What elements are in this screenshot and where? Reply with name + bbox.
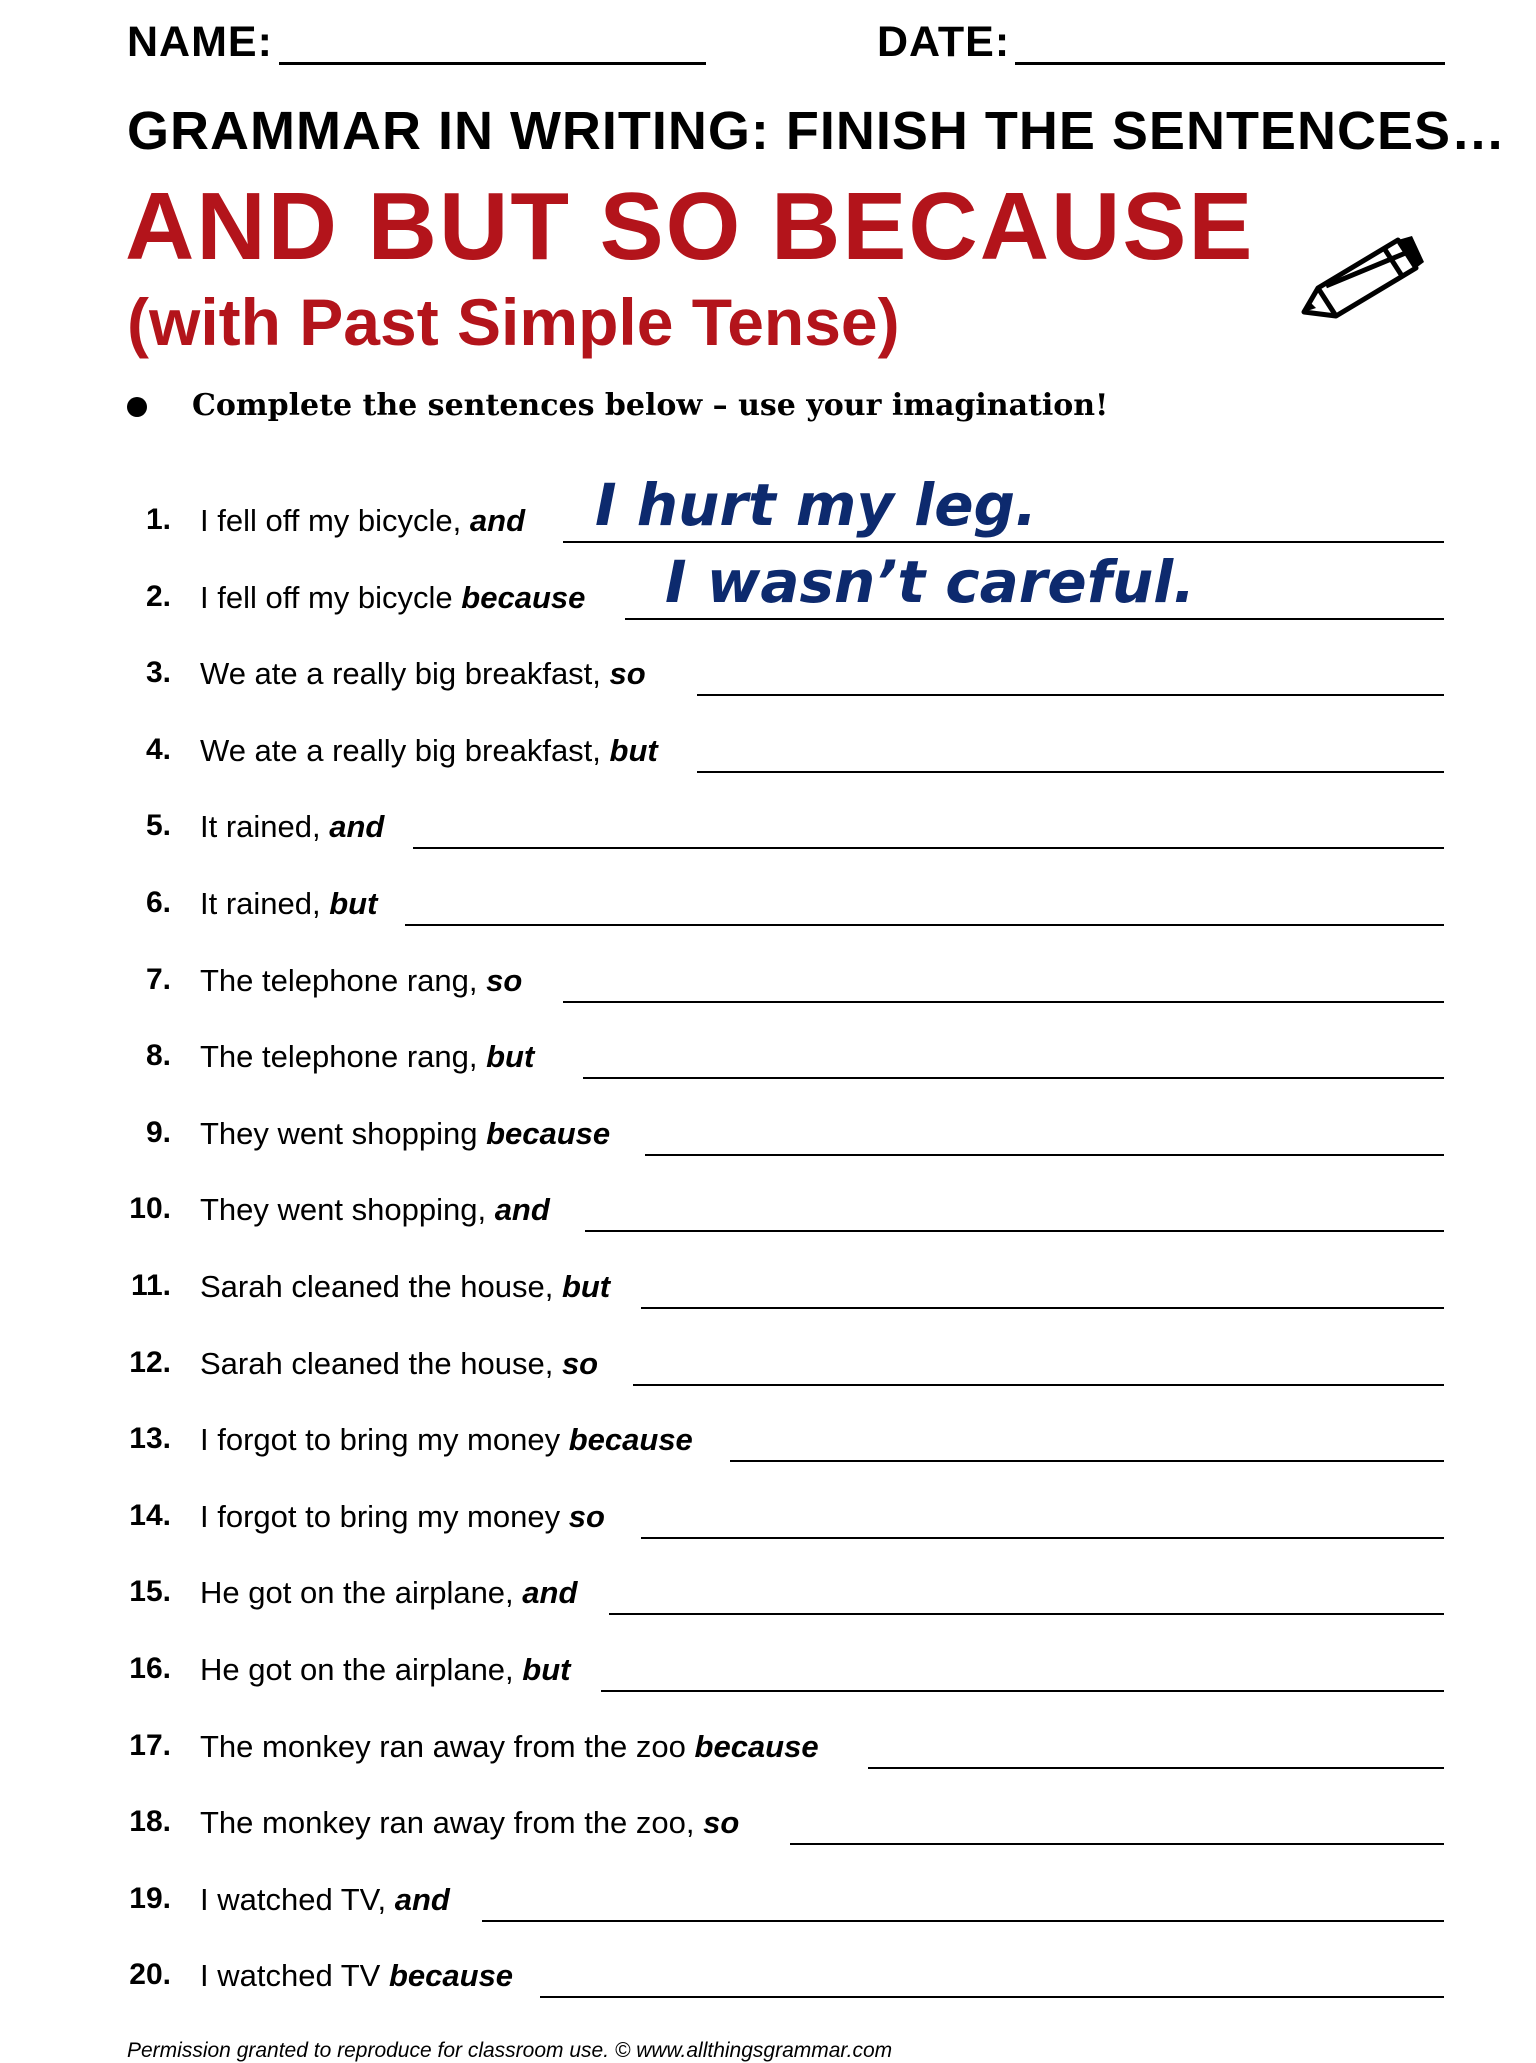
sentence-stem: [200, 1805, 739, 1841]
conjunction: so: [609, 656, 646, 692]
sentence-text: I forgot to bring my money: [200, 1498, 569, 1534]
sentence-text: Sarah cleaned the house,: [200, 1345, 562, 1381]
sentence-stem: [200, 1958, 513, 1994]
conjunction: but: [561, 1269, 611, 1304]
answer-blank[interactable]: [585, 1230, 1444, 1232]
answer-blank[interactable]: [790, 1843, 1444, 1845]
sentence-stem: [200, 1575, 577, 1611]
answer-blank[interactable]: [609, 1613, 1444, 1615]
sentence-text: They went shopping: [200, 1115, 487, 1151]
sentence-stem: [200, 580, 585, 616]
answer-blank[interactable]: [563, 541, 1444, 543]
item-number: 5.: [145, 809, 171, 843]
item-number: 17.: [129, 1728, 171, 1762]
bullet-icon: [127, 397, 147, 417]
item-number: 16.: [129, 1652, 171, 1685]
item-number: 13.: [129, 1422, 171, 1456]
sentence-text: He got on the airplane,: [200, 1575, 523, 1611]
conjunction: and: [494, 1192, 550, 1228]
conjunction: but: [486, 1039, 535, 1075]
sentence-item: [0, 809, 1536, 869]
conjunction: and: [469, 503, 526, 538]
sentence-item: [0, 1192, 1536, 1252]
sentence-stem: [200, 1116, 610, 1152]
answer-blank[interactable]: [482, 1920, 1444, 1922]
answer-blank[interactable]: [697, 771, 1444, 773]
conjunction: so: [486, 962, 523, 998]
item-number: 1.: [145, 503, 171, 536]
sentence-stem: [200, 503, 525, 539]
date-field[interactable]: [1015, 62, 1445, 65]
date-label: DATE:: [877, 18, 1011, 66]
item-number: 14.: [129, 1498, 171, 1532]
sentence-text: I fell off my bicycle: [200, 579, 462, 615]
sentence-stem: [200, 733, 658, 769]
answer-blank[interactable]: [563, 1001, 1444, 1003]
worksheet-title: AND BUT SO BECAUSE: [125, 173, 1255, 280]
name-field[interactable]: [279, 62, 706, 65]
conjunction: because: [461, 579, 586, 615]
item-number: 15.: [129, 1575, 171, 1609]
item-number: 12.: [129, 1345, 171, 1379]
answer-blank[interactable]: [730, 1460, 1444, 1462]
answer-blank[interactable]: [645, 1154, 1444, 1156]
conjunction: because: [486, 1115, 611, 1151]
conjunction: so: [568, 1498, 605, 1534]
conjunction: but: [329, 886, 378, 921]
item-number: 8.: [145, 1039, 171, 1073]
sentence-item: [0, 547, 1536, 640]
sentence-item: [0, 1422, 1536, 1482]
worksheet-subtitle: GRAMMAR IN WRITING: FINISH THE SENTENCES…: [127, 101, 1506, 161]
conjunction: because: [694, 1728, 819, 1764]
answer-blank[interactable]: [540, 1996, 1444, 1998]
sentence-stem: [200, 1422, 693, 1458]
answer-blank[interactable]: [641, 1307, 1444, 1309]
sentence-item: [0, 1729, 1536, 1789]
sentence-stem: [200, 963, 522, 999]
item-number: 7.: [145, 962, 171, 996]
item-number: 18.: [129, 1805, 171, 1839]
sentence-text: I watched TV: [200, 1958, 389, 1994]
sentence-text: We ate a really big breakfast,: [200, 656, 610, 692]
sentence-item: [0, 963, 1536, 1023]
sentence-stem: [200, 1269, 610, 1305]
answer-blank[interactable]: [641, 1537, 1444, 1539]
sentence-text: The monkey ran away from the zoo,: [200, 1805, 704, 1841]
conjunction: but: [609, 732, 658, 768]
footer-credit: Permission granted to reproduce for classroom use. © www.allthingsgrammar.com: [127, 2039, 893, 2062]
item-number: 20.: [129, 1958, 171, 1992]
item-number: 9.: [145, 1115, 171, 1149]
sentence-item: [0, 1652, 1536, 1712]
answer-blank[interactable]: [868, 1767, 1444, 1769]
sentence-item: [0, 1882, 1536, 1942]
sentence-item: [0, 1499, 1536, 1559]
conjunction: because: [388, 1958, 514, 1994]
sentence-item: [0, 656, 1536, 716]
sentence-item: [0, 886, 1536, 946]
sentence-text: We ate a really big breakfast,: [200, 732, 610, 768]
sentence-text: I watched TV,: [200, 1881, 395, 1917]
sentence-text: It rained,: [200, 809, 330, 845]
sentence-stem: [200, 1882, 450, 1918]
handwritten-answer: I hurt my leg.: [595, 471, 1038, 539]
answer-blank[interactable]: [583, 1077, 1444, 1079]
conjunction: and: [522, 1575, 578, 1611]
conjunction: and: [329, 809, 385, 845]
answer-blank[interactable]: [633, 1384, 1444, 1386]
sentence-item: [0, 1346, 1536, 1406]
conjunction: but: [522, 1652, 571, 1687]
sentence-text: It rained,: [200, 886, 330, 921]
item-number: 4.: [145, 732, 171, 766]
sentence-text: The telephone rang,: [200, 1039, 487, 1075]
answer-blank[interactable]: [405, 924, 1444, 926]
item-number: 11.: [130, 1269, 171, 1302]
answer-blank[interactable]: [625, 618, 1444, 620]
sentence-text: They went shopping,: [200, 1192, 495, 1228]
conjunction: because: [568, 1422, 693, 1458]
sentence-stem: [200, 1499, 605, 1535]
sentence-stem: [200, 1729, 819, 1765]
conjunction: so: [561, 1345, 599, 1381]
sentence-item: [0, 1805, 1536, 1865]
sentence-item: [0, 1575, 1536, 1635]
sentence-text: The monkey ran away from the zoo: [200, 1728, 695, 1764]
sentence-stem: [200, 1346, 598, 1382]
handwritten-answer: I wasn’t careful.: [665, 547, 1196, 616]
sentence-stem: [200, 1039, 534, 1075]
sentence-text: Sarah cleaned the house,: [200, 1269, 562, 1304]
answer-blank[interactable]: [697, 694, 1444, 696]
answer-blank[interactable]: [413, 847, 1444, 849]
sentence-text: I fell off my bicycle,: [200, 503, 470, 538]
sentence-stem: [200, 809, 384, 845]
sentence-item: [0, 1958, 1536, 2018]
item-number: 2.: [145, 579, 171, 613]
conjunction: and: [394, 1881, 450, 1917]
name-label: NAME:: [127, 18, 273, 66]
sentence-stem: [200, 1192, 550, 1228]
sentence-text: The telephone rang,: [200, 962, 487, 998]
sentence-item: [0, 733, 1536, 793]
pencil-icon: [1300, 228, 1430, 328]
sentence-item: [0, 1116, 1536, 1176]
sentence-item: [0, 1039, 1536, 1099]
item-number: 19.: [129, 1881, 171, 1915]
sentence-text: I forgot to bring my money: [200, 1422, 569, 1458]
item-number: 6.: [145, 886, 171, 919]
sentence-stem: [200, 656, 646, 692]
sentence-stem: [200, 1652, 570, 1688]
sentence-text: He got on the airplane,: [200, 1652, 523, 1687]
answer-blank[interactable]: [601, 1690, 1444, 1692]
item-number: 10.: [129, 1192, 171, 1226]
sentence-stem: [200, 886, 377, 922]
conjunction: so: [703, 1805, 740, 1841]
instruction-text: Complete the sentences below – use your imagination!: [192, 388, 1109, 423]
sentence-item: [0, 1269, 1536, 1329]
worksheet-title-sub: (with Past Simple Tense): [127, 285, 900, 359]
item-number: 3.: [145, 656, 171, 690]
